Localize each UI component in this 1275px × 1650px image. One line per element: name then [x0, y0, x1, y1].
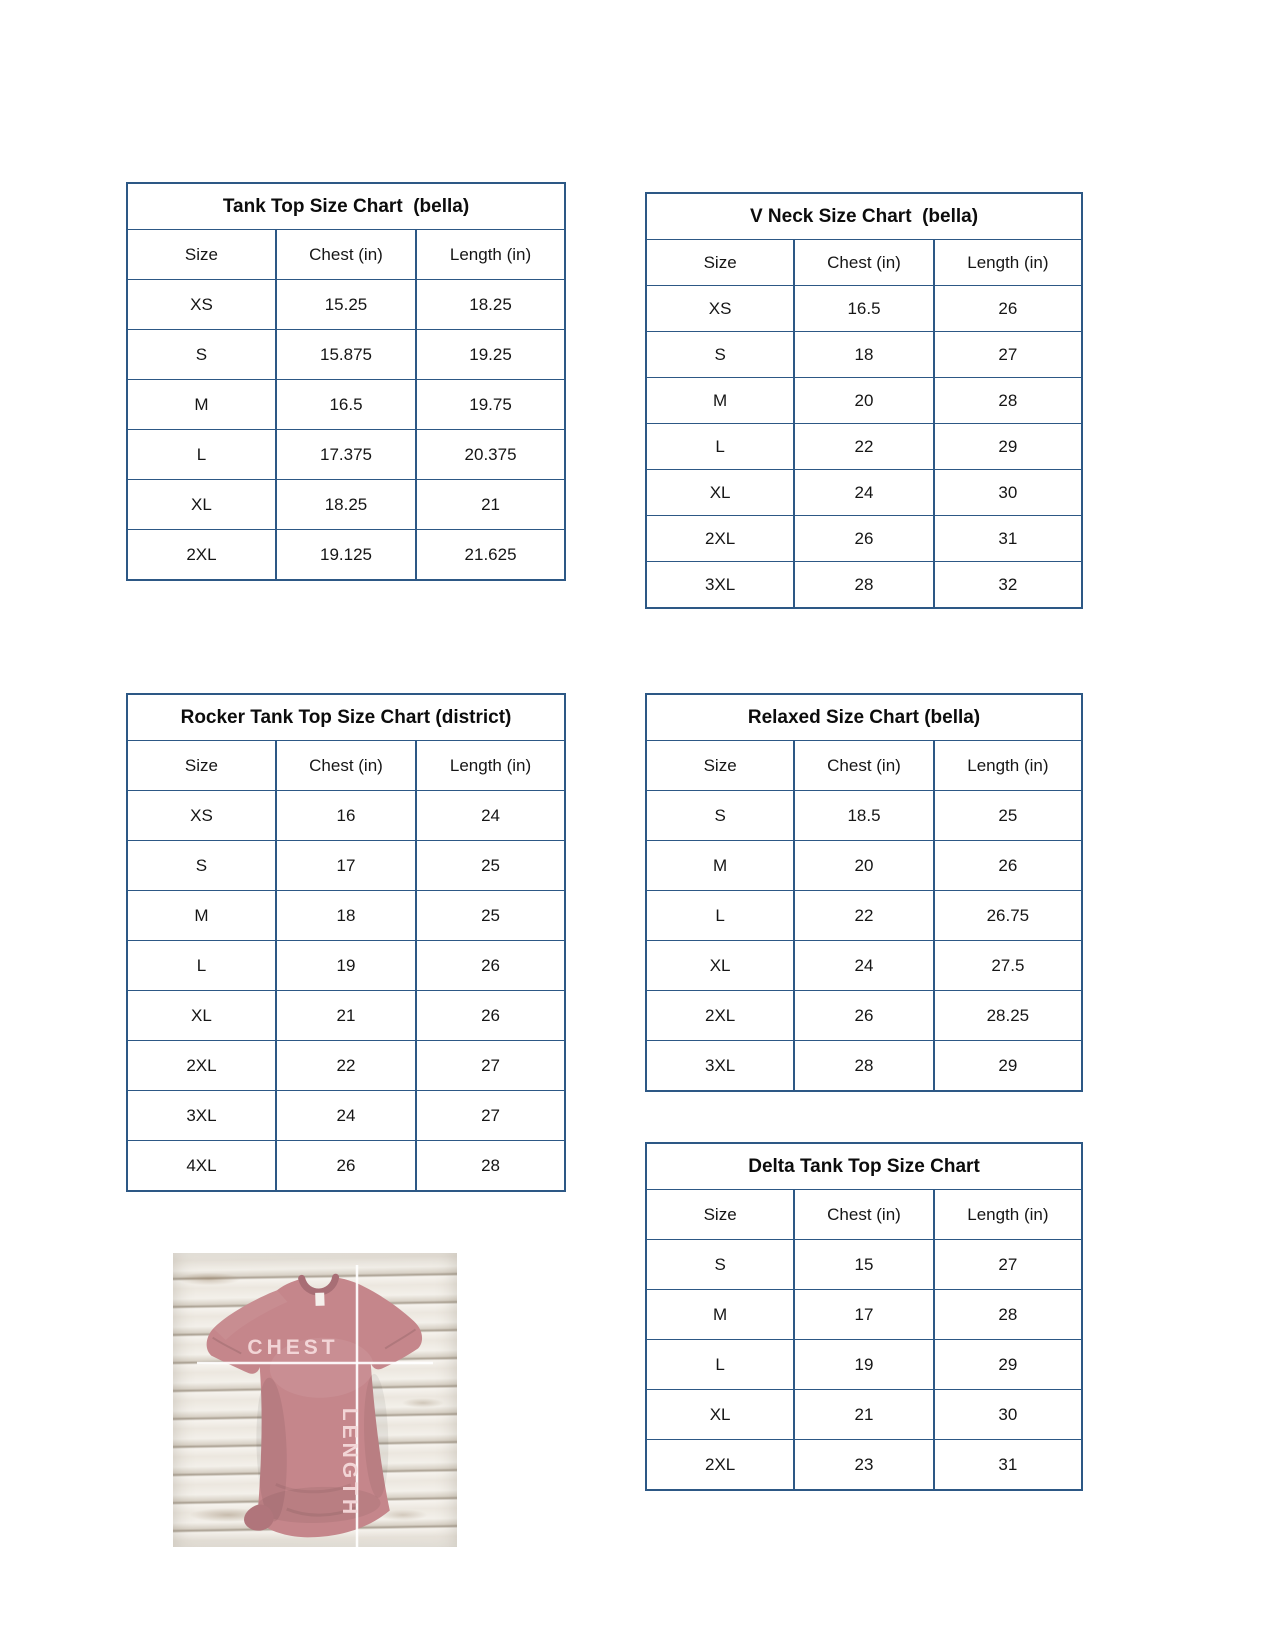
rocker-tank-top-cell-4-0: XL [127, 991, 276, 1041]
v-neck-cell-1-2: 27 [934, 332, 1082, 378]
relaxed-header-1: Chest (in) [794, 741, 934, 791]
tank-top-cell-5-2: 21.625 [416, 530, 565, 581]
v-neck-header-0: Size [646, 240, 794, 286]
v-neck-cell-3-1: 22 [794, 424, 934, 470]
tank-top-cell-3-2: 20.375 [416, 430, 565, 480]
v-neck-size-chart [645, 192, 1083, 609]
rocker-tank-top-row-5 [127, 1041, 565, 1091]
delta-tank-top-cell-3-0: XL [646, 1390, 794, 1440]
relaxed-cell-5-1: 28 [794, 1041, 934, 1092]
delta-tank-top-cell-3-2: 30 [934, 1390, 1082, 1440]
delta-tank-top-cell-4-1: 23 [794, 1440, 934, 1491]
rocker-tank-top-header-row [127, 741, 565, 791]
delta-tank-top-cell-0-2: 27 [934, 1240, 1082, 1290]
delta-tank-top-title: Delta Tank Top Size Chart [646, 1143, 1082, 1190]
tank-top-cell-5-1: 19.125 [276, 530, 416, 581]
relaxed-row-1 [646, 841, 1082, 891]
rocker-tank-top-cell-1-2: 25 [416, 841, 565, 891]
tank-top-cell-3-1: 17.375 [276, 430, 416, 480]
relaxed-cell-2-0: L [646, 891, 794, 941]
relaxed-table [645, 693, 1083, 1092]
delta-tank-top-cell-4-0: 2XL [646, 1440, 794, 1491]
tank-top-row-1 [127, 330, 565, 380]
v-neck-header-2: Length (in) [934, 240, 1082, 286]
tank-top-row-3 [127, 430, 565, 480]
rocker-tank-top-row-0 [127, 791, 565, 841]
v-neck-row-2 [646, 378, 1082, 424]
length-measure-label: LENGTH [338, 1407, 361, 1519]
rocker-tank-top-cell-0-2: 24 [416, 791, 565, 841]
chest-measure-label: CHEST [247, 1336, 339, 1359]
rocker-tank-top-size-chart [126, 693, 566, 1192]
rocker-tank-top-cell-4-1: 21 [276, 991, 416, 1041]
tank-top-row-2 [127, 380, 565, 430]
rocker-tank-top-cell-0-0: XS [127, 791, 276, 841]
v-neck-header-1: Chest (in) [794, 240, 934, 286]
v-neck-cell-3-2: 29 [934, 424, 1082, 470]
tank-top-cell-0-2: 18.25 [416, 280, 565, 330]
tank-top-cell-1-0: S [127, 330, 276, 380]
rocker-tank-top-table [126, 693, 566, 1192]
v-neck-cell-1-0: S [646, 332, 794, 378]
v-neck-cell-1-1: 18 [794, 332, 934, 378]
rocker-tank-top-row-3 [127, 941, 565, 991]
delta-tank-top-header-0: Size [646, 1190, 794, 1240]
rocker-tank-top-cell-1-1: 17 [276, 841, 416, 891]
rocker-tank-top-header-0: Size [127, 741, 276, 791]
rocker-tank-top-cell-1-0: S [127, 841, 276, 891]
delta-tank-top-cell-1-2: 28 [934, 1290, 1082, 1340]
tank-top-header-2: Length (in) [416, 230, 565, 280]
rocker-tank-top-title-row [127, 694, 565, 741]
relaxed-cell-2-1: 22 [794, 891, 934, 941]
relaxed-cell-5-0: 3XL [646, 1041, 794, 1092]
relaxed-cell-0-2: 25 [934, 791, 1082, 841]
v-neck-cell-2-0: M [646, 378, 794, 424]
rocker-tank-top-cell-3-2: 26 [416, 941, 565, 991]
delta-tank-top-row-0 [646, 1240, 1082, 1290]
rocker-tank-top-row-1 [127, 841, 565, 891]
v-neck-cell-6-1: 28 [794, 562, 934, 609]
tank-top-title: Tank Top Size Chart (bella) [127, 183, 565, 230]
v-neck-row-4 [646, 470, 1082, 516]
tank-top-cell-1-2: 19.25 [416, 330, 565, 380]
tshirt-measurement-photo [173, 1253, 457, 1547]
relaxed-cell-0-1: 18.5 [794, 791, 934, 841]
rocker-tank-top-row-7 [127, 1141, 565, 1192]
v-neck-cell-5-2: 31 [934, 516, 1082, 562]
v-neck-cell-2-1: 20 [794, 378, 934, 424]
relaxed-cell-4-1: 26 [794, 991, 934, 1041]
v-neck-title: V Neck Size Chart (bella) [646, 193, 1082, 240]
v-neck-cell-0-0: XS [646, 286, 794, 332]
relaxed-header-row [646, 741, 1082, 791]
delta-tank-top-row-3 [646, 1390, 1082, 1440]
tank-top-title-row [127, 183, 565, 230]
relaxed-cell-1-2: 26 [934, 841, 1082, 891]
relaxed-cell-2-2: 26.75 [934, 891, 1082, 941]
rocker-tank-top-cell-6-0: 3XL [127, 1091, 276, 1141]
tank-top-cell-0-1: 15.25 [276, 280, 416, 330]
v-neck-row-0 [646, 286, 1082, 332]
relaxed-cell-1-0: M [646, 841, 794, 891]
tank-top-row-0 [127, 280, 565, 330]
tank-top-cell-2-1: 16.5 [276, 380, 416, 430]
delta-tank-top-cell-4-2: 31 [934, 1440, 1082, 1491]
relaxed-title: Relaxed Size Chart (bella) [646, 694, 1082, 741]
v-neck-cell-0-1: 16.5 [794, 286, 934, 332]
rocker-tank-top-cell-2-1: 18 [276, 891, 416, 941]
rocker-tank-top-cell-5-0: 2XL [127, 1041, 276, 1091]
v-neck-cell-2-2: 28 [934, 378, 1082, 424]
rocker-tank-top-cell-3-0: L [127, 941, 276, 991]
rocker-tank-top-cell-7-1: 26 [276, 1141, 416, 1192]
rocker-tank-top-cell-6-1: 24 [276, 1091, 416, 1141]
v-neck-row-1 [646, 332, 1082, 378]
relaxed-row-4 [646, 991, 1082, 1041]
tank-top-cell-3-0: L [127, 430, 276, 480]
v-neck-row-5 [646, 516, 1082, 562]
delta-tank-top-cell-2-1: 19 [794, 1340, 934, 1390]
relaxed-row-3 [646, 941, 1082, 991]
v-neck-cell-4-1: 24 [794, 470, 934, 516]
tank-top-header-1: Chest (in) [276, 230, 416, 280]
tank-top-row-4 [127, 480, 565, 530]
rocker-tank-top-cell-5-2: 27 [416, 1041, 565, 1091]
relaxed-row-2 [646, 891, 1082, 941]
v-neck-cell-6-0: 3XL [646, 562, 794, 609]
v-neck-title-row [646, 193, 1082, 240]
delta-tank-top-header-1: Chest (in) [794, 1190, 934, 1240]
rocker-tank-top-header-2: Length (in) [416, 741, 565, 791]
rocker-tank-top-cell-7-0: 4XL [127, 1141, 276, 1192]
rocker-tank-top-cell-5-1: 22 [276, 1041, 416, 1091]
rocker-tank-top-cell-2-2: 25 [416, 891, 565, 941]
v-neck-cell-5-0: 2XL [646, 516, 794, 562]
v-neck-header-row [646, 240, 1082, 286]
v-neck-cell-0-2: 26 [934, 286, 1082, 332]
v-neck-table [645, 192, 1083, 609]
delta-tank-top-cell-0-0: S [646, 1240, 794, 1290]
tshirt-collar [302, 1277, 336, 1292]
rocker-tank-top-cell-6-2: 27 [416, 1091, 565, 1141]
tank-top-cell-1-1: 15.875 [276, 330, 416, 380]
delta-tank-top-size-chart [645, 1142, 1083, 1491]
v-neck-cell-4-0: XL [646, 470, 794, 516]
tank-top-table [126, 182, 566, 581]
v-neck-cell-3-0: L [646, 424, 794, 470]
delta-tank-top-header-row [646, 1190, 1082, 1240]
rocker-tank-top-row-6 [127, 1091, 565, 1141]
delta-tank-top-cell-1-1: 17 [794, 1290, 934, 1340]
v-neck-row-3 [646, 424, 1082, 470]
delta-tank-top-row-4 [646, 1440, 1082, 1491]
delta-tank-top-cell-3-1: 21 [794, 1390, 934, 1440]
relaxed-cell-3-0: XL [646, 941, 794, 991]
relaxed-header-2: Length (in) [934, 741, 1082, 791]
relaxed-cell-4-2: 28.25 [934, 991, 1082, 1041]
rocker-tank-top-header-1: Chest (in) [276, 741, 416, 791]
tshirt-neck-tag [315, 1293, 324, 1306]
relaxed-title-row [646, 694, 1082, 741]
tank-top-cell-4-1: 18.25 [276, 480, 416, 530]
tank-top-header-row [127, 230, 565, 280]
delta-tank-top-cell-0-1: 15 [794, 1240, 934, 1290]
delta-tank-top-cell-1-0: M [646, 1290, 794, 1340]
tank-top-cell-5-0: 2XL [127, 530, 276, 581]
v-neck-cell-4-2: 30 [934, 470, 1082, 516]
rocker-tank-top-row-2 [127, 891, 565, 941]
delta-tank-top-cell-2-2: 29 [934, 1340, 1082, 1390]
tank-top-header-0: Size [127, 230, 276, 280]
relaxed-cell-3-2: 27.5 [934, 941, 1082, 991]
tank-top-cell-0-0: XS [127, 280, 276, 330]
rocker-tank-top-cell-0-1: 16 [276, 791, 416, 841]
delta-tank-top-title-row [646, 1143, 1082, 1190]
relaxed-cell-5-2: 29 [934, 1041, 1082, 1092]
delta-tank-top-header-2: Length (in) [934, 1190, 1082, 1240]
rocker-tank-top-cell-2-0: M [127, 891, 276, 941]
delta-tank-top-row-1 [646, 1290, 1082, 1340]
rocker-tank-top-title: Rocker Tank Top Size Chart (district) [127, 694, 565, 741]
relaxed-size-chart [645, 693, 1083, 1092]
tshirt-illustration [173, 1253, 457, 1547]
delta-tank-top-cell-2-0: L [646, 1340, 794, 1390]
relaxed-row-0 [646, 791, 1082, 841]
tank-top-size-chart [126, 182, 566, 581]
tank-top-cell-4-0: XL [127, 480, 276, 530]
relaxed-cell-0-0: S [646, 791, 794, 841]
v-neck-row-6 [646, 562, 1082, 609]
rocker-tank-top-cell-4-2: 26 [416, 991, 565, 1041]
relaxed-cell-4-0: 2XL [646, 991, 794, 1041]
tank-top-cell-2-2: 19.75 [416, 380, 565, 430]
tank-top-row-5 [127, 530, 565, 581]
relaxed-cell-1-1: 20 [794, 841, 934, 891]
tank-top-cell-4-2: 21 [416, 480, 565, 530]
delta-tank-top-row-2 [646, 1340, 1082, 1390]
relaxed-cell-3-1: 24 [794, 941, 934, 991]
tank-top-cell-2-0: M [127, 380, 276, 430]
delta-tank-top-table [645, 1142, 1083, 1491]
v-neck-cell-5-1: 26 [794, 516, 934, 562]
v-neck-cell-6-2: 32 [934, 562, 1082, 609]
relaxed-row-5 [646, 1041, 1082, 1092]
rocker-tank-top-cell-3-1: 19 [276, 941, 416, 991]
rocker-tank-top-cell-7-2: 28 [416, 1141, 565, 1192]
relaxed-header-0: Size [646, 741, 794, 791]
rocker-tank-top-row-4 [127, 991, 565, 1041]
